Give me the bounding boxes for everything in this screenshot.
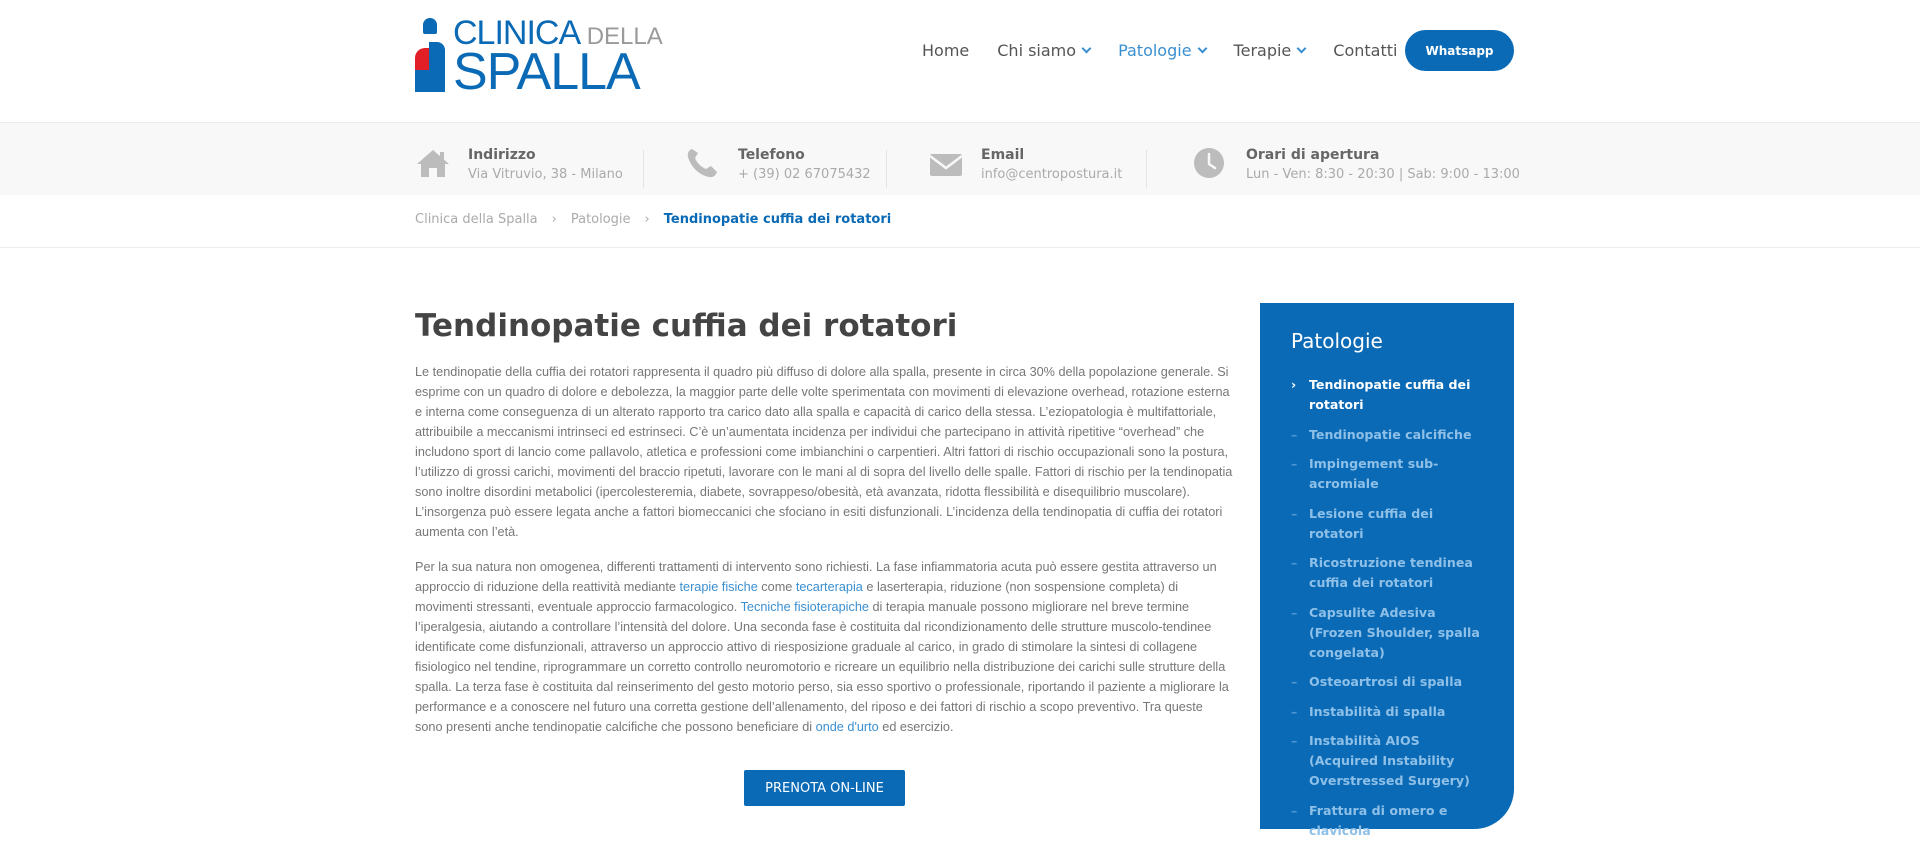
bullet-icon: – [1291,733,1298,748]
sidebar-patologie [1260,303,1514,838]
logo-line2: SPALLA [453,43,640,101]
bullet-icon: – [1291,802,1298,818]
envelope-icon [928,147,964,179]
sidebar-list [1291,375,1491,847]
sidebar-item-label: Osteoartrosi di spalla [1309,674,1463,689]
bullet-icon: – [1291,456,1298,471]
breadcrumb-home[interactable]: Clinica della Spalla [415,212,538,227]
sidebar-item[interactable] [1291,603,1491,663]
nav-home[interactable] [922,41,969,60]
sidebar-item[interactable] [1291,553,1491,593]
bullet-icon: – [1291,505,1298,521]
info-divider [643,150,644,188]
logo-mark-red [415,48,429,70]
home-icon [415,147,451,179]
article-paragraph-2 [415,557,1233,737]
nav-patologie[interactable] [1118,41,1205,60]
sidebar-item[interactable] [1291,702,1491,722]
article-paragraph-1: Le tendinopatie della cuffia dei rotatori rappresenta il quadro più diffuso di dolore alla spalla, presente in circa 30% della popolazione generale. Si esprime con un quadro di dolore e debolezza, la maggior parte delle volte sperimentata con movimenti di elevazione overhead, rotazione esterna e interna come conseguenza di un alterato rapporto tra carico dato alla spalla e capacità di carico della stessa. L’eziopatologia è multifattoriale, attribuibile a meccanismi intrinseci ed estrinseci. C’è un’aumentata incidenza per individui che partecipano in attività ripetitive “overhead” che includono sport di lancio come pallavolo, atletica e professioni come imbianchini o carpentieri. Altri fattori di rischio occupazionali sono la postura, l’utilizzo di grossi carichi, movimenti del braccio ripetuti, lavorare con le mani al di sopra del livello delle spalle. Fattori di rischio per la tendinopatia sono inoltre disordini metabolici (ipercolesteremia, diabete, sovrappeso/obesità, età avanzata, ridotta flessibilità e disequilibrio muscolare). L’insorgenza può essere legata anche a fattori biomeccanici che sfociano in esiti disfunzionali. L’incidenza della tendinopatia di cuffia dei rotatori aumenta con l’età. [415,365,1233,539]
logo-mark-blue [429,42,445,92]
logo[interactable] [415,14,663,101]
sidebar-item-label: Tendinopatie cuffia dei rotatori [1309,377,1471,412]
bullet-icon: – [1291,703,1298,719]
link-terapie-fisiche[interactable]: terapie fisiche [679,580,758,594]
chevron-right-icon: › [551,212,557,227]
sidebar-item-label: Lesione cuffia dei rotatori [1309,505,1434,541]
sidebar-item[interactable] [1291,672,1491,692]
phone-icon [685,147,721,179]
sidebar-item[interactable] [1291,454,1491,494]
sidebar-item[interactable] [1291,731,1491,791]
nav-terapie[interactable] [1234,41,1306,60]
chevron-down-icon [1297,43,1307,53]
logo-mark-base [415,70,429,92]
sidebar-item-label: Ricostruzione tendinea cuffia dei rotatori [1309,555,1473,590]
page-title: Tendinopatie cuffia dei rotatori [415,308,958,344]
nav-patologie-label: Patologie [1118,40,1192,60]
link-tecarterapia[interactable]: tecarterapia [795,580,863,594]
logo-mark-icon [415,18,445,92]
nav-chi-siamo[interactable] [997,41,1090,60]
nav-contatti-label: Contatti [1333,40,1398,60]
chevron-down-icon [1082,43,1092,53]
text: Per la sua natura non omogenea, differenti trattamenti di intervento sono richiesti. La fase infiammatoria acuta può essere gestita attraverso un approccio di riduzione della reattività mediante [415,560,1217,594]
sidebar-item-label: Impingement sub-acromiale [1309,456,1439,491]
breadcrumb [415,212,891,227]
nav-home-label: Home [922,40,970,60]
clock-icon [1193,147,1229,179]
info-phone-value[interactable]: + (39) 02 67075432 [738,167,871,182]
info-divider [1146,150,1147,188]
divider [0,247,1920,248]
text: come [757,580,796,594]
chevron-right-icon: › [1291,377,1297,392]
info-hours-title: Orari di apertura [1246,147,1380,163]
sidebar-item[interactable] [1291,801,1491,841]
book-online-button[interactable]: PRENOTA ON-LINE [744,770,905,806]
info-address-title: Indirizzo [468,147,536,163]
logo-della: DELLA [586,23,663,50]
chevron-right-icon: › [644,212,650,227]
sidebar-item-label: Instabilità di spalla [1309,703,1446,719]
logo-mark-dot [423,18,437,34]
info-email-value[interactable]: info@centropostura.it [981,167,1123,182]
info-divider [886,150,887,188]
link-onde-urto[interactable]: onde d'urto [815,720,879,734]
text: di terapia manuale possono migliorare nel breve termine l’iperalgesia, aiutando a controllare l’intensità del dolore. Una seconda fase è costituita dal ricondizionamento delle strutture muscolo-tendinee identificate come disfunzionali, attraverso un approccio attivo di riesposizione graduale al carico, in grado di stimolare la sintesi di collagene fisiologico nel tendine, riprogrammare un corretto controllo neuromotorio e ricreare un equilibrio nella distribuzione dei carichi sulle strutture della spalla. La terza fase è costituita dal reinserimento del gesto motorio perso, sia esso sportivo o professionale, riportando il paziente a migliorare la performance e a conoscere nel futuro una corretta gestione dell’allenamento, del riposo e dei fattori di rischio a scopo preventivo. Tra queste sono presenti anche tendinopatie calcifiche che possono beneficiare di [415,600,1229,734]
breadcrumb-current: Tendinopatie cuffia dei rotatori [663,212,892,227]
link-tecniche-fisioterapiche[interactable]: Tecniche fisioterapiche [740,600,869,614]
text: ed esercizio. [878,720,954,734]
nav-contatti[interactable] [1333,41,1397,60]
sidebar-item[interactable] [1291,375,1491,415]
bullet-icon: – [1291,604,1298,620]
sidebar-item[interactable] [1291,425,1491,445]
sidebar-item-label: Frattura di omero e clavicola [1309,802,1448,838]
text: e laserterapia, riduzione (non sospensione completa) di movimenti stressanti, eventuale approccio farmacologico. [415,580,1179,614]
sidebar-item-label: Tendinopatie calcifiche [1309,426,1472,442]
main-nav [922,38,1425,62]
bullet-icon: – [1291,426,1298,442]
sidebar-item[interactable] [1291,504,1491,544]
breadcrumb-patologie[interactable]: Patologie [570,212,631,227]
sidebar-item-label: Capsulite Adesiva (Frozen Shoulder, spalla congelata) [1309,604,1480,660]
info-email-title: Email [981,147,1025,163]
info-phone-title: Telefono [738,147,805,163]
bullet-icon: – [1291,674,1298,689]
whatsapp-button[interactable]: Whatsapp [1405,30,1514,71]
info-hours-value: Lun - Ven: 8:30 - 20:30 | Sab: 9:00 - 13:00 [1246,167,1520,182]
sidebar-title: Patologie [1291,329,1383,353]
info-address-value: Via Vitruvio, 38 - Milano [468,167,623,182]
sidebar-item-label: Instabilità AIOS (Acquired Instability Overstressed Surgery) [1309,733,1470,788]
site-header [0,0,1920,123]
nav-chi-siamo-label: Chi siamo [997,40,1077,60]
logo-clinica: CLINICA [453,14,579,52]
nav-terapie-label: Terapie [1233,40,1292,60]
chevron-down-icon [1197,43,1207,53]
bullet-icon: – [1291,555,1298,570]
